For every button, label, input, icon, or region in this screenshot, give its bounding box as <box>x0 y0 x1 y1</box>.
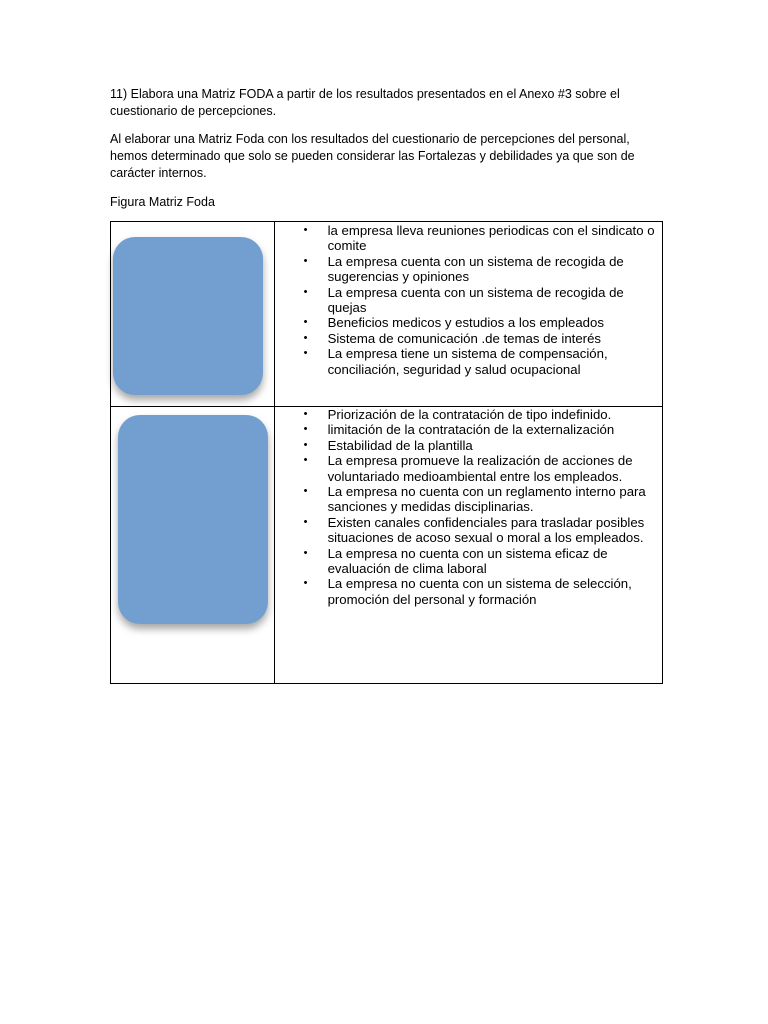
bullet-icon: • <box>303 485 308 498</box>
fortalezas-shape <box>113 237 263 395</box>
bullet-icon: • <box>303 331 308 344</box>
bullet-icon: • <box>303 438 308 451</box>
bullet-icon: • <box>303 285 308 298</box>
list-item-text: la empresa lleva reuniones periodicas con el sindicato o comite <box>327 223 655 254</box>
list-item <box>275 484 662 515</box>
list-item-text: Existen canales confidenciales para trasladar posibles situaciones de acoso sexual o moral a los empleados. <box>327 514 645 546</box>
bullet-icon: • <box>303 454 308 467</box>
bullet-icon: • <box>303 254 308 267</box>
question-text: 11) Elabora una Matriz FODA a partir de los resultados presentados en el Anexo #3 sobre el cuestionario de percepciones. <box>110 87 620 118</box>
list-item-text: Priorización de la contratación de tipo indefinido. <box>327 407 612 422</box>
list-cell-fortalezas <box>274 222 662 407</box>
list-item <box>275 285 662 316</box>
list-item-text: La empresa no cuenta con un reglamento interno para sanciones y medidas disciplinarias. <box>327 484 646 515</box>
list-item-text: La empresa no cuenta con un sistema de selección, promoción del personal y formación <box>327 576 632 607</box>
list-item-text: Estabilidad de la plantilla <box>327 437 473 453</box>
list-item <box>275 223 662 254</box>
debilidades-list <box>275 407 662 607</box>
list-item-text: La empresa promueve la realización de acciones de voluntariado medioambiental entre los empleados. <box>327 453 633 484</box>
list-item <box>275 407 662 422</box>
bullet-icon: • <box>303 347 308 360</box>
list-item-text: La empresa cuenta con un sistema de recogida de quejas <box>327 284 624 316</box>
bullet-icon: • <box>303 515 308 528</box>
shape-cell-debilidades <box>111 407 275 684</box>
figure-caption: Figura Matriz Foda <box>110 195 215 209</box>
list-item <box>275 576 662 607</box>
bullet-icon: • <box>303 423 308 436</box>
list-item-text: La empresa tiene un sistema de compensación, conciliación, seguridad y salud ocupacional <box>327 346 608 377</box>
list-item <box>275 315 662 330</box>
list-item-text: Sistema de comunicación .de temas de interés <box>327 330 601 346</box>
matrix-row-debilidades <box>111 407 663 684</box>
list-cell-debilidades <box>274 407 662 684</box>
bullet-icon: • <box>303 577 308 590</box>
list-item <box>275 346 662 377</box>
list-item <box>275 254 662 285</box>
list-item <box>275 331 662 346</box>
bullet-icon: • <box>303 546 308 559</box>
list-item-text: La empresa cuenta con un sistema de recogida de sugerencias y opiniones <box>327 253 624 285</box>
list-item <box>275 515 662 546</box>
list-item <box>275 438 662 453</box>
list-item <box>275 422 662 437</box>
list-item-text: La empresa no cuenta con un sistema eficaz de evaluación de clima laboral <box>327 545 608 577</box>
fortalezas-list <box>275 223 662 377</box>
shape-cell-fortalezas <box>111 222 275 407</box>
bullet-icon: • <box>303 316 308 329</box>
bullet-icon: • <box>303 408 308 420</box>
bullet-icon: • <box>303 224 308 236</box>
intro-paragraph: Al elaborar una Matriz Foda con los resultados del cuestionario de percepciones del personal, hemos determinado que solo se pueden considerar las Fortalezas y debilidades ya que son de carácter internos. <box>110 132 635 180</box>
list-item <box>275 546 662 577</box>
list-item-text: Beneficios medicos y estudios a los empleados <box>327 315 604 331</box>
list-item <box>275 453 662 484</box>
matrix-row-fortalezas <box>111 222 663 407</box>
foda-matrix-table <box>110 221 663 684</box>
debilidades-shape <box>118 415 268 624</box>
list-item-text: limitación de la contratación de la externalización <box>327 422 615 438</box>
